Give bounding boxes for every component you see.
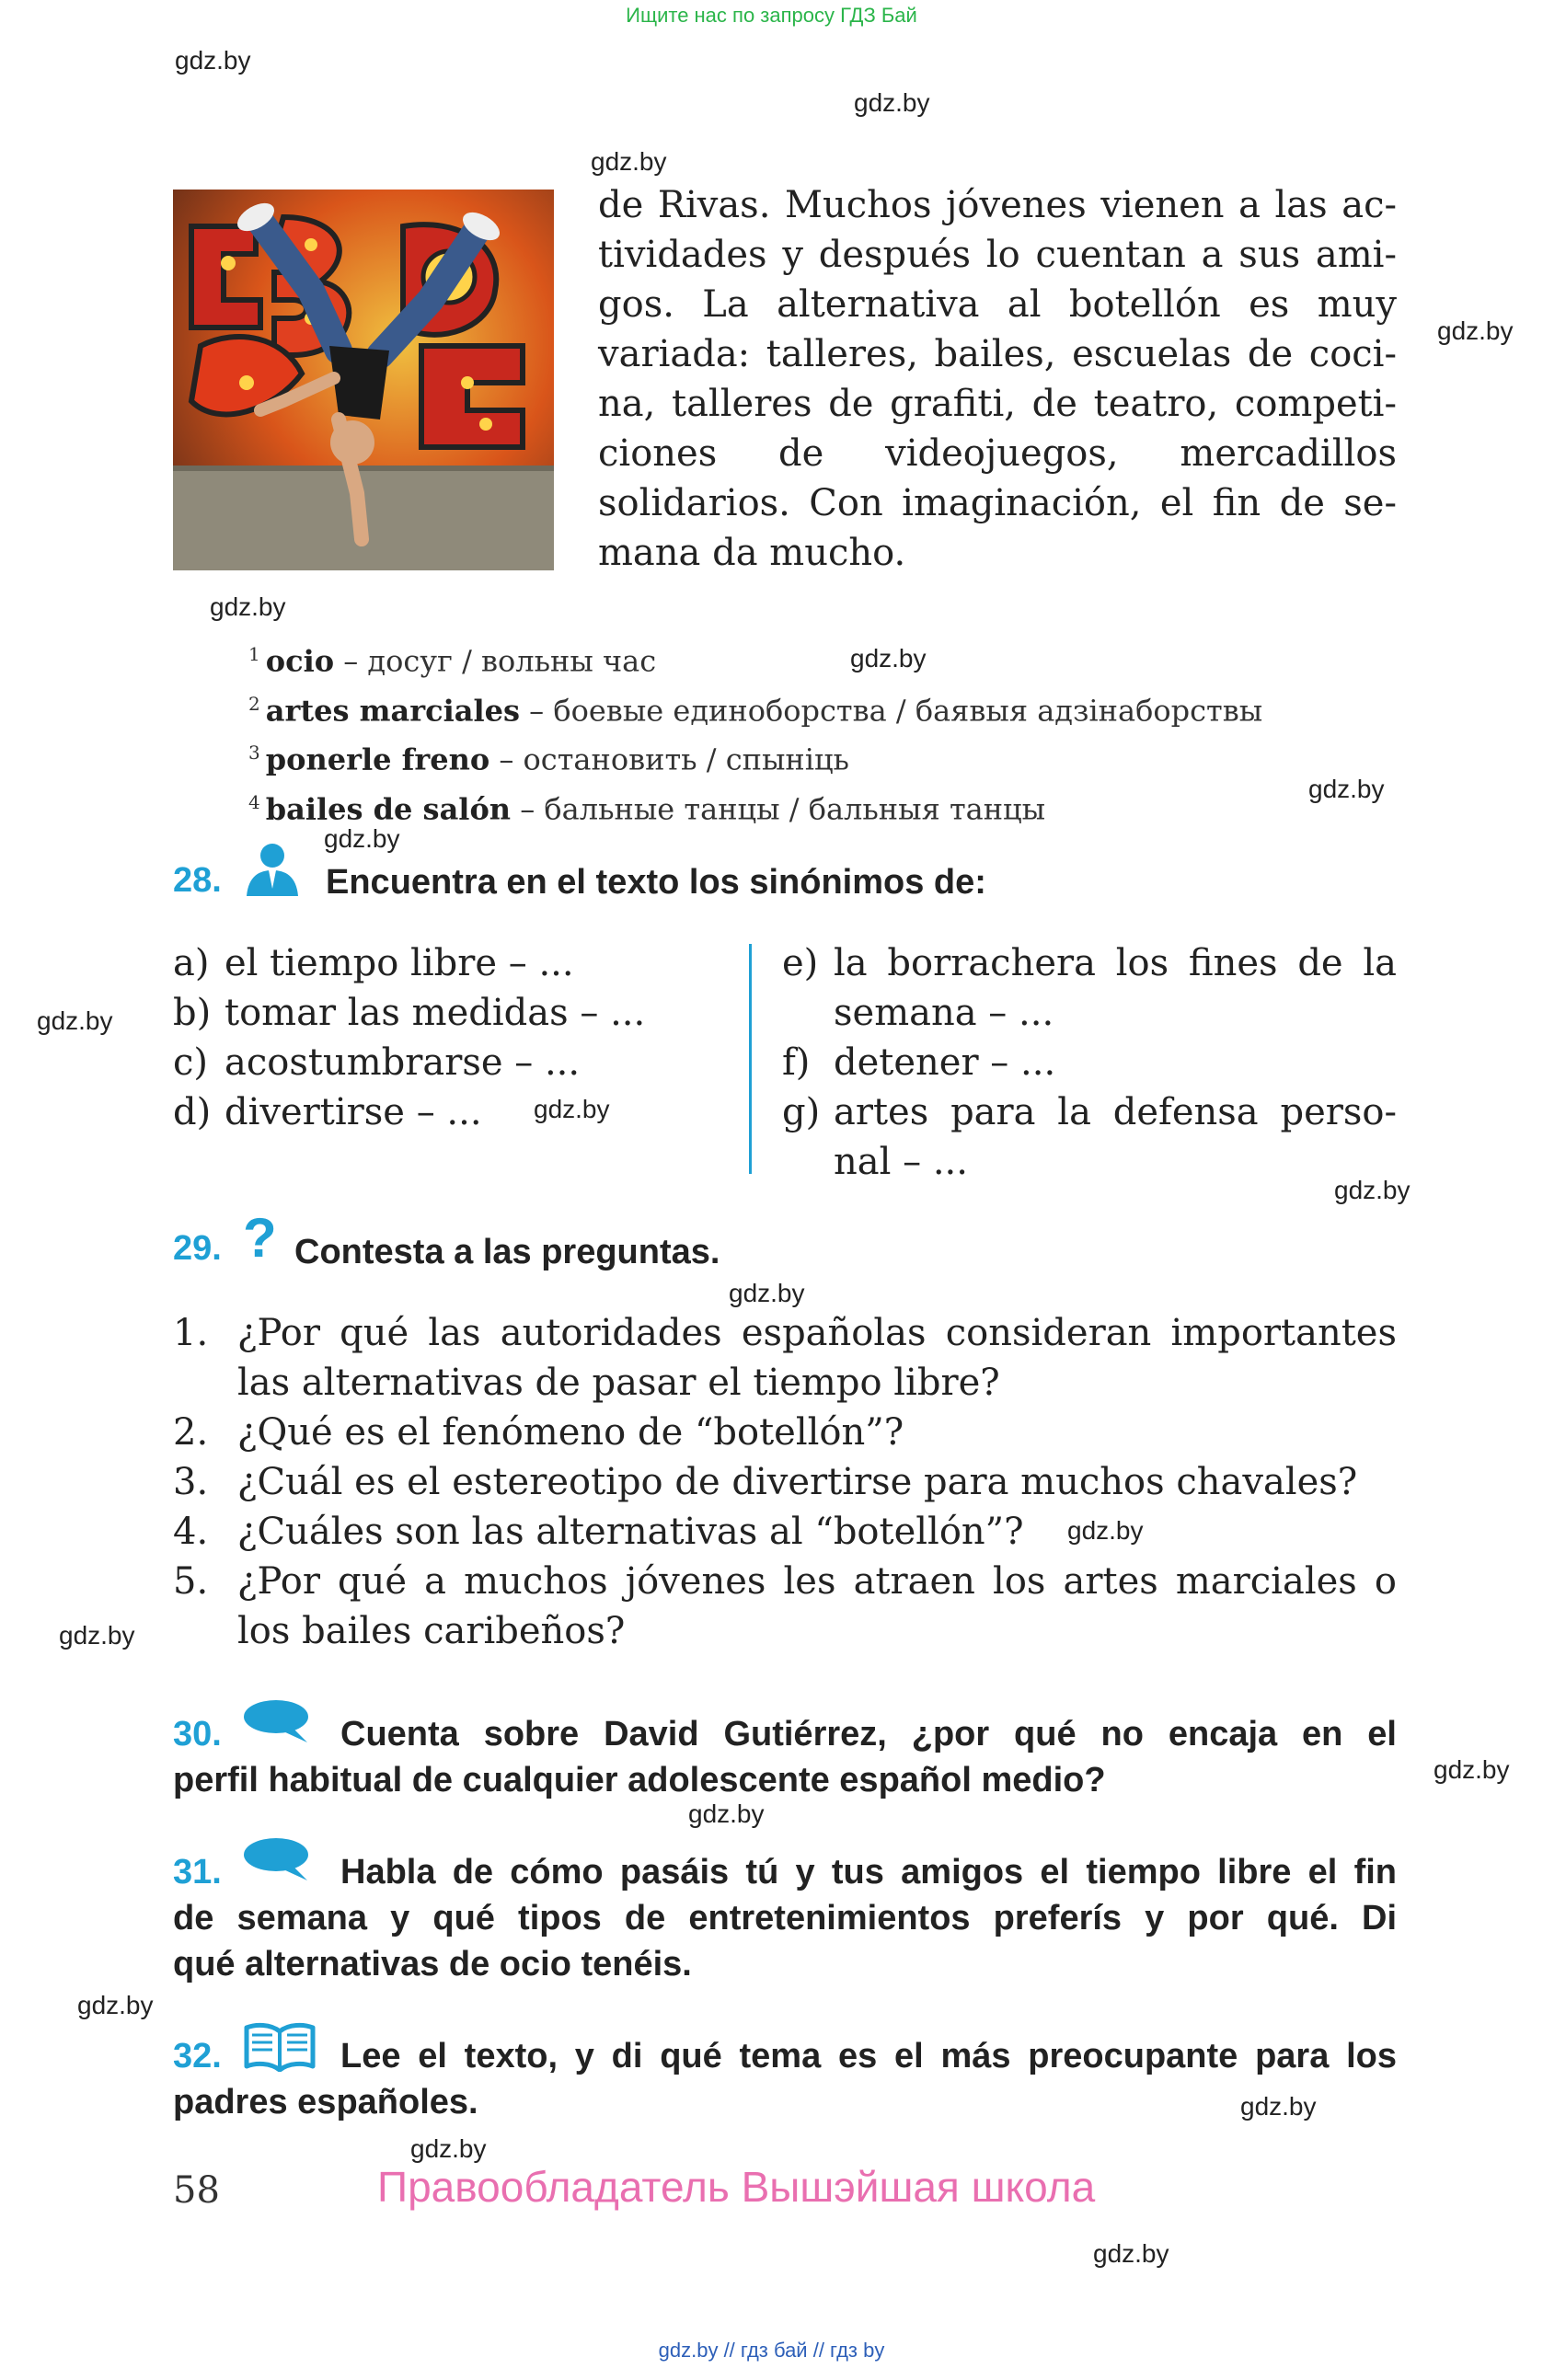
- item-text: artes para la defensa perso-: [834, 1091, 1397, 1133]
- footnote-definition: – досуг / вольны час: [334, 643, 657, 679]
- column-divider: [749, 944, 752, 1174]
- exercise-item: [173, 1087, 645, 1137]
- top-banner: Ищите нас по запросу ГДЗ Бай: [626, 4, 917, 27]
- breakdance-photo: [173, 190, 554, 570]
- footnote-term: artes marciales: [265, 693, 520, 729]
- reading-line: ciones de videojuegos, mercadillos: [598, 432, 1397, 475]
- reading-line: variada: talleres, bailes, escuelas de coci-: [598, 333, 1397, 375]
- watermark: gdz.by: [1437, 316, 1514, 345]
- exercise-item: [782, 1137, 1397, 1187]
- reading-line: mana da mucho.: [598, 532, 906, 574]
- task-32-line: padres españoles.: [173, 2083, 478, 2121]
- item-letter: e): [782, 942, 819, 984]
- exercise-item: [173, 1038, 645, 1087]
- watermark: gdz.by: [324, 824, 400, 853]
- watermark: gdz.by: [850, 644, 927, 673]
- watermark: gdz.by: [729, 1279, 805, 1307]
- watermark: gdz.by: [1093, 2239, 1169, 2268]
- footnote-number: 2: [248, 692, 260, 715]
- watermark: gdz.by: [1434, 1755, 1510, 1784]
- question-item: [173, 1408, 1397, 1457]
- question-mark-icon: ?: [243, 1207, 277, 1269]
- question-number: 2.: [173, 1411, 209, 1454]
- exercise-item: [782, 1038, 1397, 1087]
- reading-line: gos. La alternativa al botellón es muy: [598, 283, 1397, 326]
- question-text: ¿Por qué las autoridades españolas consideran importantes: [237, 1312, 1397, 1354]
- task-30-number: 30.: [173, 1715, 222, 1753]
- item-text: nal – ...: [834, 1141, 968, 1183]
- question-number: 4.: [173, 1511, 209, 1553]
- task-31-line: qué alternativas de ocio tenéis.: [173, 1945, 692, 1983]
- item-text: semana – ...: [834, 992, 1054, 1034]
- item-text: tomar las medidas – ...: [225, 992, 646, 1034]
- exercise-item: [173, 988, 645, 1038]
- question-item: [173, 1557, 1397, 1656]
- question-text: ¿Cuál es el estereotipo de divertirse para muchos chavales?: [237, 1461, 1358, 1503]
- item-letter: c): [173, 1041, 209, 1084]
- item-text: la borrachera los fines de la: [834, 942, 1397, 984]
- question-number: 1.: [173, 1312, 209, 1354]
- footnote-number: 3: [248, 742, 260, 765]
- watermark: gdz.by: [1240, 2092, 1317, 2121]
- watermark: gdz.by: [1334, 1176, 1411, 1204]
- watermark: gdz.by: [1308, 775, 1385, 803]
- watermark: gdz.by: [854, 88, 930, 117]
- watermark: gdz.by: [688, 1799, 765, 1828]
- watermark: gdz.by: [410, 2134, 487, 2163]
- exercise-item: [782, 988, 1397, 1038]
- watermark: gdz.by: [1067, 1516, 1144, 1545]
- reading-line: tividades y después lo cuentan a sus ami-: [598, 234, 1397, 276]
- question-number: 3.: [173, 1461, 209, 1503]
- person-icon: [243, 841, 302, 898]
- task-32-text: [173, 2033, 1397, 2125]
- footnote-term: ocio: [265, 643, 335, 679]
- watermark: gdz.by: [175, 46, 251, 75]
- page-number: 58: [173, 2169, 220, 2212]
- task-29-number: 29.: [173, 1229, 222, 1268]
- task-28-title: Encuentra en el texto los sinónimos de:: [326, 863, 986, 902]
- question-item: [173, 1308, 1397, 1408]
- question-text: ¿Qué es el fenómeno de “botellón”?: [237, 1411, 904, 1454]
- task-32-number: 32.: [173, 2037, 222, 2075]
- item-text: acostumbrarse – ...: [225, 1041, 581, 1084]
- task-30-line: Cuenta sobre David Gutiérrez, ¿por qué no encaja en el: [340, 1715, 1397, 1753]
- question-item: [173, 1507, 1397, 1557]
- footnote-definition: – остановить / спыніць: [489, 742, 849, 777]
- task-31-text: [173, 1849, 1397, 1987]
- reading-line: solidarios. Con imaginación, el fin de se-: [598, 482, 1397, 524]
- exercise-item: [782, 1087, 1397, 1137]
- question-text: ¿Por qué a muchos jóvenes les atraen los artes marciales o: [237, 1560, 1397, 1603]
- task-31-number: 31.: [173, 1853, 222, 1891]
- copyright-notice: Правообладатель Вышэйшая школа: [377, 2163, 1096, 2211]
- task-30-text: [173, 1711, 1397, 1803]
- question-text: las alternativas de pasar el tiempo libre?: [237, 1362, 1000, 1404]
- item-letter: b): [173, 992, 212, 1034]
- task-28-number: 28.: [173, 861, 222, 900]
- synonyms-left-column: [173, 938, 645, 1137]
- watermark: gdz.by: [59, 1621, 135, 1650]
- task-29-title: Contesta a las preguntas.: [294, 1233, 720, 1271]
- questions-list: [173, 1308, 1397, 1656]
- footnote: [248, 781, 1262, 831]
- item-letter: g): [782, 1091, 821, 1133]
- footnote: [248, 731, 1262, 781]
- task-31-line: Habla de cómo pasáis tú y tus amigos el tiempo libre el fin: [340, 1853, 1397, 1891]
- footnote-definition: – боевые единоборства / баявыя адзінаборствы: [519, 693, 1263, 729]
- synonyms-right-column: [782, 938, 1397, 1187]
- exercise-item: [173, 938, 645, 988]
- question-text: los bailes caribeños?: [237, 1610, 626, 1652]
- reading-line: na, talleres de grafiti, de teatro, competi-: [598, 383, 1397, 425]
- reading-line: de Rivas. Muchos jóvenes vienen a las ac-: [598, 184, 1397, 226]
- footnotes: [248, 633, 1262, 831]
- task-30-line: perfil habitual de cualquier adolescente español medio?: [173, 1761, 1106, 1799]
- question-text: ¿Cuáles son las alternativas al “botellón”?: [237, 1511, 1024, 1553]
- item-letter: f): [782, 1041, 811, 1084]
- item-letter: d): [173, 1091, 212, 1133]
- footnote-number: 1: [248, 643, 260, 665]
- footnote: [248, 633, 1262, 683]
- footnote: [248, 683, 1262, 732]
- watermark: gdz.by: [210, 592, 286, 621]
- watermark: gdz.by: [591, 147, 667, 176]
- item-letter: a): [173, 942, 210, 984]
- item-text: divertirse – ...: [225, 1091, 482, 1133]
- task-32-line: Lee el texto, y di qué tema es el más preocupante para los: [340, 2037, 1397, 2075]
- watermark: gdz.by: [77, 1991, 154, 2019]
- question-number: 5.: [173, 1560, 209, 1603]
- task-31-line: de semana y qué tipos de entretenimientos preferís y por qué. Di: [173, 1899, 1397, 1937]
- question-item: [173, 1457, 1397, 1507]
- bottom-banner: gdz.by // гдз бай // гдз by: [658, 2339, 885, 2362]
- footnote-term: ponerle freno: [265, 742, 490, 777]
- footnote-number: 4: [248, 790, 260, 813]
- footnote-definition: – бальные танцы / бальныя танцы: [511, 791, 1046, 827]
- watermark: gdz.by: [37, 1006, 113, 1035]
- exercise-item: [782, 938, 1397, 988]
- item-text: el tiempo libre – ...: [225, 942, 574, 984]
- item-text: detener – ...: [834, 1041, 1056, 1084]
- footnote-term: bailes de salón: [265, 791, 512, 827]
- watermark: gdz.by: [534, 1095, 610, 1123]
- reading-text: [598, 180, 1397, 578]
